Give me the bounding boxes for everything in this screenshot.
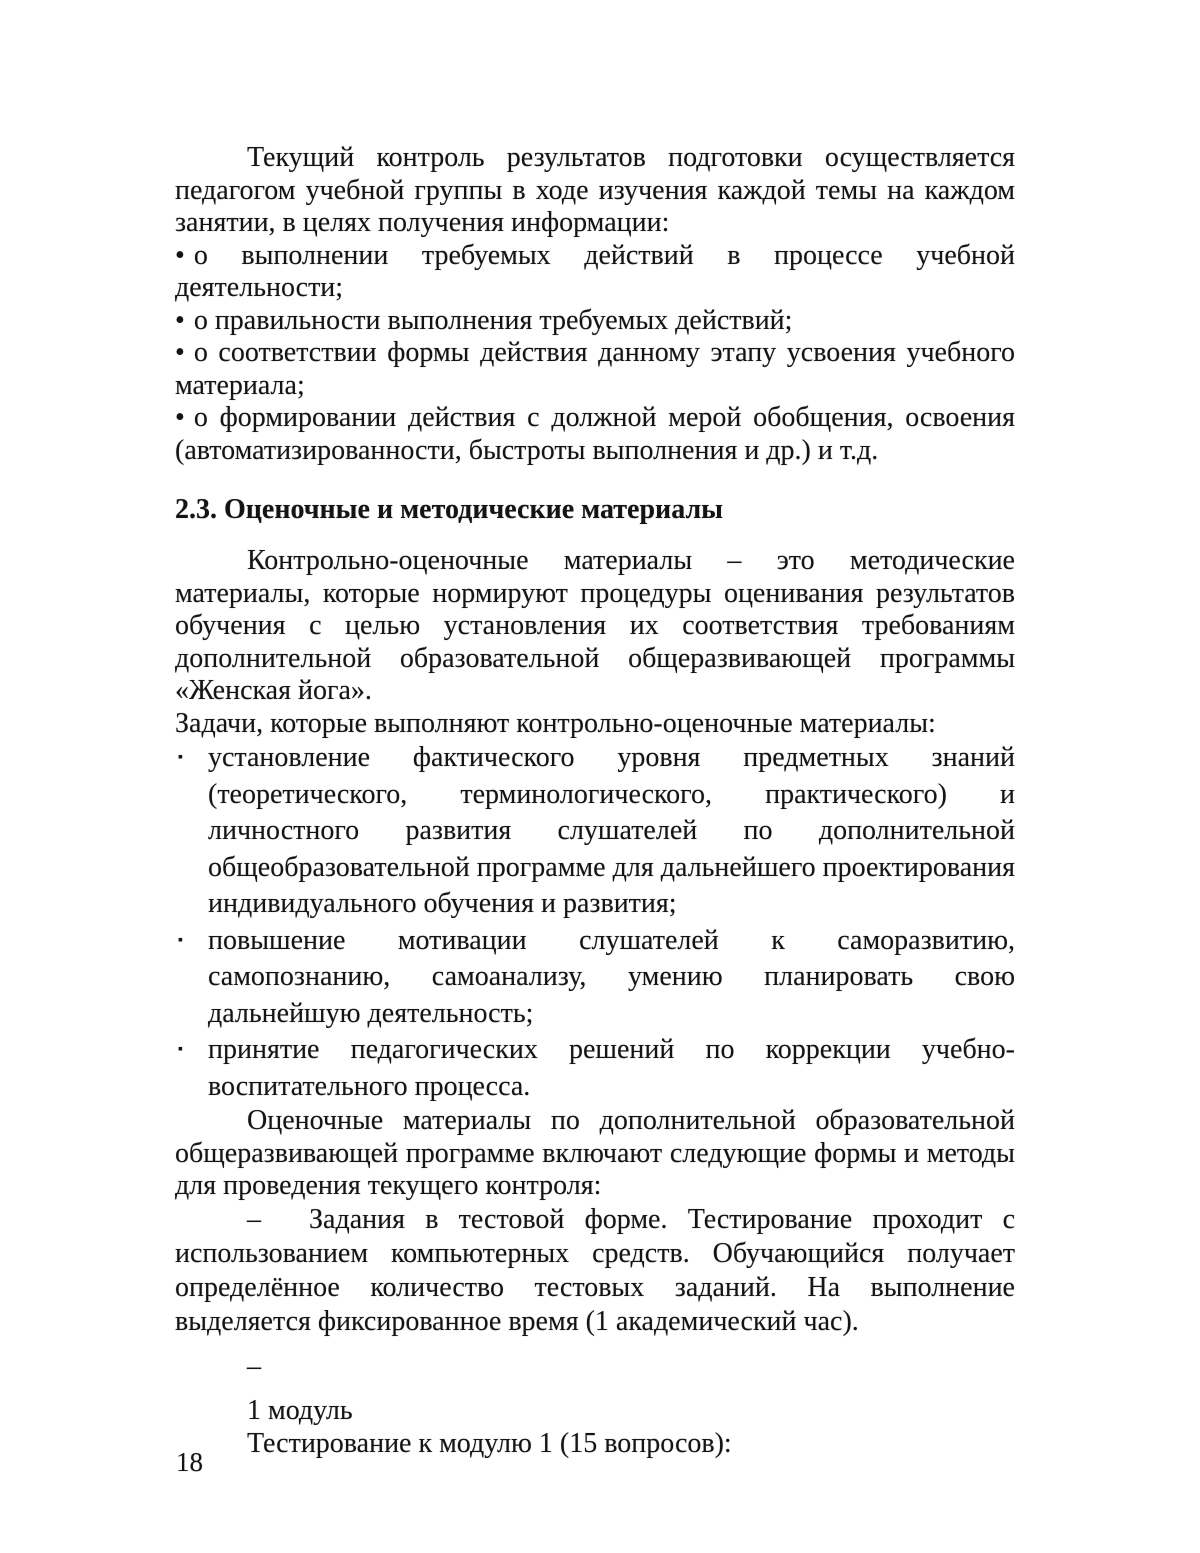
section-heading: 2.3. Оценочные и методические материалы bbox=[175, 494, 724, 525]
task-item-text: установление фактического уровня предметных знаний (теоретического, терминологического, практического) и личностного развития слушателей по дополнительной общеобразовательной программе для дальнейшего проектирования индивидуального обучения и развития; bbox=[208, 742, 1015, 919]
list-item-text: о выполнении требуемых действий в процессе учебной деятельности; bbox=[175, 239, 1015, 303]
task-list-item bbox=[175, 1032, 1015, 1105]
list-item bbox=[175, 305, 1015, 338]
module-label: 1 модуль bbox=[247, 1395, 353, 1426]
task-list-item bbox=[175, 923, 1015, 1033]
list-item bbox=[175, 337, 1015, 402]
square-bullet-icon: ▪ bbox=[178, 1042, 183, 1057]
list-item-text: о формировании действия с должной мерой обобщения, освоения (автоматизированности, быстроты выполнения и др.) и т.д. bbox=[175, 402, 1015, 466]
section-intro-paragraph: Контрольно-оценочные материалы – это методические материалы, которые нормируют процедуры оценивания результатов обучения с целью установления их соответствия требованиям дополнительной образовательной общеразвивающей программы «Женская йога». bbox=[175, 545, 1015, 706]
bullet-icon: • bbox=[175, 337, 185, 368]
bullet-icon: • bbox=[175, 304, 185, 336]
page-number: 18 bbox=[176, 1447, 203, 1477]
materials-paragraph: Оценочные материалы по дополнительной образовательной общеразвивающей программе включают следующие формы и методы для проведения текущего контроля: bbox=[175, 1105, 1015, 1201]
empty-dash-item bbox=[175, 1351, 1015, 1384]
test-form-text: Задания в тестовой форме. Тестирование проходит с использованием компьютерных средств. Обучающийся получает определённое количество тестовых заданий. На выполнение выделяется фиксированное время (1 академический час). bbox=[175, 1203, 1015, 1337]
dash-marker: – bbox=[247, 1350, 261, 1382]
tasks-bullet-list bbox=[175, 740, 1015, 1105]
task-list-item bbox=[175, 740, 1015, 923]
bullet-icon: • bbox=[175, 239, 185, 271]
list-item bbox=[175, 240, 1015, 305]
task-item-text: повышение мотивации слушателей к саморазвитию, самопознанию, самоанализу, умению планировать свою дальнейшую деятельность; bbox=[208, 924, 1015, 1029]
test-form-item bbox=[175, 1203, 1015, 1339]
square-bullet-icon: ▪ bbox=[178, 932, 183, 948]
intro-paragraph: Текущий контроль результатов подготовки осуществляется педагогом учебной группы в ходе изучения каждой темы на каждом занятии, в целях получения информации: bbox=[175, 142, 1015, 238]
list-item-text: о соответствии формы действия данному этапу усвоения учебного материала; bbox=[175, 337, 1015, 401]
dash-marker: – bbox=[247, 1203, 261, 1235]
task-item-text: принятие педагогических решений по коррекции учебно-воспитательного процесса. bbox=[208, 1034, 1015, 1102]
module-test-line: Тестирование к модулю 1 (15 вопросов): bbox=[247, 1427, 732, 1459]
bullet-icon: • bbox=[175, 402, 185, 433]
list-item-text: о правильности выполнения требуемых действий; bbox=[193, 304, 793, 336]
list-item bbox=[175, 402, 1015, 467]
tasks-lead-paragraph: Задачи, которые выполняют контрольно-оценочные материалы: bbox=[175, 707, 936, 739]
square-bullet-icon: ▪ bbox=[178, 750, 183, 765]
info-bullet-list bbox=[175, 240, 1015, 468]
